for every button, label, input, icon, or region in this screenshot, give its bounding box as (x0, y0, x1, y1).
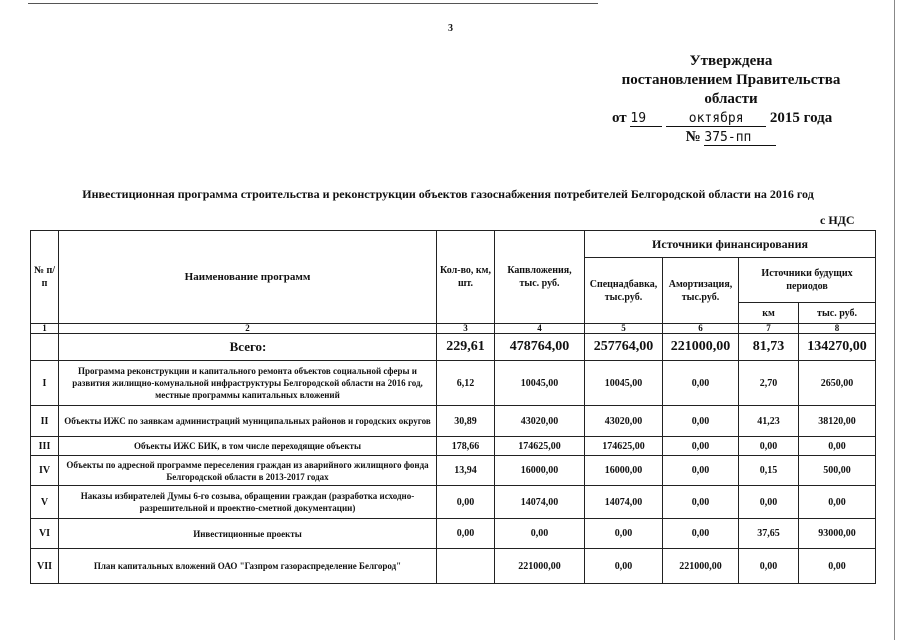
col-header-amortization: Амортизация, тыс.руб. (663, 258, 739, 324)
approval-date (606, 109, 856, 128)
row-amortization: 221000,00 (663, 549, 739, 584)
col-header-num: № п/п (31, 231, 59, 324)
row-capex: 10045,00 (495, 361, 585, 406)
table-row (31, 486, 876, 519)
column-index: 5 (585, 324, 663, 334)
row-surcharge: 0,00 (585, 549, 663, 584)
row-num: IV (31, 456, 59, 486)
column-index: 4 (495, 324, 585, 334)
row-qty: 0,00 (437, 486, 495, 519)
total-num-cell (31, 334, 59, 361)
row-qty: 0,00 (437, 519, 495, 549)
col-header-surcharge: Спецнадбавка, тыс.руб. (585, 258, 663, 324)
column-index: 1 (31, 324, 59, 334)
approval-number (606, 128, 856, 147)
col-header-name: Наименование программ (59, 231, 437, 324)
col-header-capex: Капвложения, тыс. руб. (495, 231, 585, 324)
row-surcharge: 174625,00 (585, 437, 663, 456)
row-capex: 221000,00 (495, 549, 585, 584)
row-name: Наказы избирателей Думы 6-го созыва, обращении граждан (разработка исходно-разрешительной и проектно-сметной документации) (59, 486, 437, 519)
row-num: VI (31, 519, 59, 549)
row-capex: 174625,00 (495, 437, 585, 456)
row-future-rub: 0,00 (799, 486, 876, 519)
date-prefix: от (612, 110, 627, 126)
row-capex: 0,00 (495, 519, 585, 549)
row-future-rub: 0,00 (799, 437, 876, 456)
number-prefix: № (685, 129, 701, 145)
column-index: 3 (437, 324, 495, 334)
row-future-rub: 93000,00 (799, 519, 876, 549)
date-day: 19 (630, 112, 662, 127)
row-capex: 43020,00 (495, 406, 585, 437)
table-row (31, 437, 876, 456)
row-name: Объекты по адресной программе переселения граждан из аварийного жилищного фонда Белгородской области в 2013-2017 годах (59, 456, 437, 486)
row-amortization: 0,00 (663, 486, 739, 519)
approval-line-2: постановлением Правительства (621, 72, 841, 88)
header-row-1 (31, 231, 876, 258)
row-future-km: 0,15 (739, 456, 799, 486)
row-name: План капитальных вложений ОАО "Газпром газораспределение Белгород" (59, 549, 437, 584)
row-qty: 6,12 (437, 361, 495, 406)
row-future-km: 0,00 (739, 437, 799, 456)
row-surcharge: 43020,00 (585, 406, 663, 437)
row-future-km: 2,70 (739, 361, 799, 406)
row-surcharge: 0,00 (585, 519, 663, 549)
approval-line-3: области (704, 91, 758, 107)
row-future-km: 41,23 (739, 406, 799, 437)
row-amortization: 0,00 (663, 406, 739, 437)
total-future-km: 81,73 (739, 334, 799, 361)
total-qty: 229,61 (437, 334, 495, 361)
row-amortization: 0,00 (663, 519, 739, 549)
col-header-future-km: км (739, 303, 799, 324)
column-index-row (31, 324, 876, 334)
row-future-km: 0,00 (739, 486, 799, 519)
approval-line-1: Утверждена (689, 53, 773, 69)
table-row (31, 361, 876, 406)
row-num: I (31, 361, 59, 406)
row-qty: 13,94 (437, 456, 495, 486)
table-row (31, 406, 876, 437)
column-index: 8 (799, 324, 876, 334)
row-capex: 16000,00 (495, 456, 585, 486)
row-num: V (31, 486, 59, 519)
row-name: Программа реконструкции и капитального ремонта объектов социальной сферы и развития жилищно-комунальной инфраструктуры Белгородской области на 2016 год, местные программы капитальных вложений (59, 361, 437, 406)
row-name: Объекты ИЖС БИК, в том числе переходящие объекты (59, 437, 437, 456)
total-future-rub: 134270,00 (799, 334, 876, 361)
col-header-future-rub: тыс. руб. (799, 303, 876, 324)
row-future-rub: 0,00 (799, 549, 876, 584)
row-qty (437, 549, 495, 584)
page-number: 3 (448, 23, 453, 34)
row-num: VII (31, 549, 59, 584)
row-surcharge: 10045,00 (585, 361, 663, 406)
total-amortization: 221000,00 (663, 334, 739, 361)
total-label: Всего: (59, 334, 437, 361)
row-qty: 30,89 (437, 406, 495, 437)
date-year: 2015 года (769, 110, 833, 126)
col-header-sources: Источники финансирования (585, 231, 876, 258)
col-header-qty: Кол-во, км, шт. (437, 231, 495, 324)
row-future-rub: 38120,00 (799, 406, 876, 437)
row-capex: 14074,00 (495, 486, 585, 519)
column-index: 2 (59, 324, 437, 334)
total-row (31, 334, 876, 361)
column-index: 6 (663, 324, 739, 334)
decree-number: 375-пп (704, 131, 776, 146)
row-surcharge: 14074,00 (585, 486, 663, 519)
date-month: октября (666, 112, 766, 127)
row-amortization: 0,00 (663, 437, 739, 456)
table-row (31, 456, 876, 486)
table-row (31, 549, 876, 584)
document-title: Инвестиционная программа строительства и реконструкции объектов газоснабжения потребителей Белгородской области на 2016 год (82, 187, 814, 201)
column-index: 7 (739, 324, 799, 334)
row-amortization: 0,00 (663, 456, 739, 486)
approval-stamp (606, 52, 856, 147)
row-future-km: 37,65 (739, 519, 799, 549)
row-name: Инвестиционные проекты (59, 519, 437, 549)
page-edge (894, 0, 895, 640)
row-future-rub: 2650,00 (799, 361, 876, 406)
col-header-future: Источники будущих периодов (739, 258, 876, 303)
row-future-km: 0,00 (739, 549, 799, 584)
total-capex: 478764,00 (495, 334, 585, 361)
row-future-rub: 500,00 (799, 456, 876, 486)
row-num: II (31, 406, 59, 437)
row-surcharge: 16000,00 (585, 456, 663, 486)
total-surcharge: 257764,00 (585, 334, 663, 361)
row-qty: 178,66 (437, 437, 495, 456)
vat-note: с НДС (820, 213, 855, 227)
row-amortization: 0,00 (663, 361, 739, 406)
row-name: Объекты ИЖС по заявкам администраций муниципальных районов и городских округов (59, 406, 437, 437)
row-num: III (31, 437, 59, 456)
investment-table (30, 230, 876, 584)
table-row (31, 519, 876, 549)
top-rule (28, 3, 598, 4)
